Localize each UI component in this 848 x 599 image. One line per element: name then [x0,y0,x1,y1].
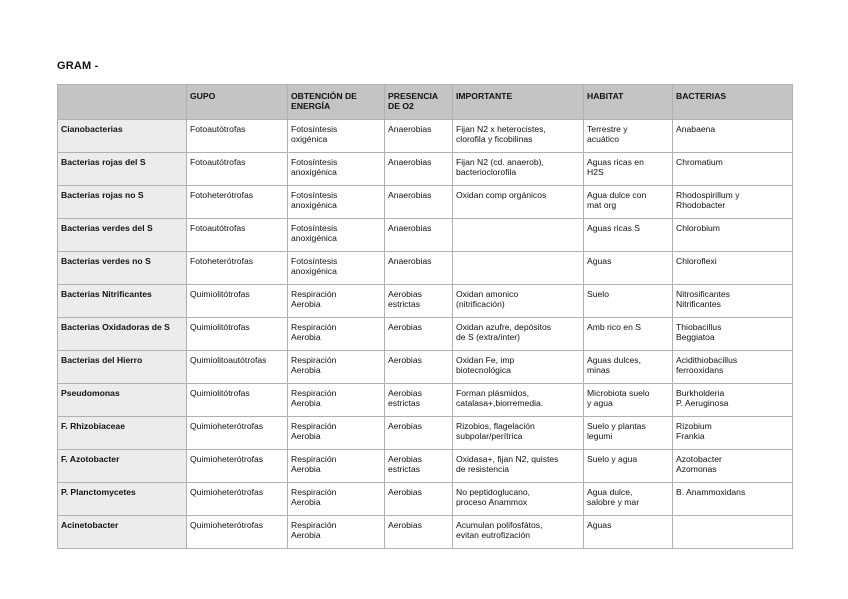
cell-text: Respiración Aerobia [291,388,337,409]
table-cell-row-label [58,516,187,549]
table-cell-row-label [58,252,187,285]
table-body [58,120,793,549]
table-row [58,285,793,318]
table-row [58,219,793,252]
document-title: GRAM - [57,60,99,72]
table-cell-group [187,384,288,417]
table-cell-oxygen [385,252,453,285]
cell-text: Aerobias [388,322,422,332]
cell-text: Fotosíntesis anoxigénica [291,157,338,178]
cell-text: Respiración Aerobia [291,421,337,442]
cell-text: Aerobias [388,355,422,365]
cell-text: Bacterias verdes del S [61,223,153,233]
table-cell-energy [288,384,385,417]
cell-text: Respiración Aerobia [291,487,337,508]
table-cell-habitat [584,120,673,153]
cell-text: Quimioheterótrofas [190,421,264,431]
cell-text: Acinetobacter [61,520,119,530]
table-cell-habitat [584,186,673,219]
table-cell-habitat [584,252,673,285]
column-header-label: IMPORTANTE [456,91,513,101]
cell-text: Rizobios, flagelación subpolar/perítrica [456,421,535,442]
cell-text: Fijan N2 x heterocistes, clorofila y ficobilinas [456,124,546,145]
table-cell-bacteria [673,384,793,417]
table-cell-energy [288,186,385,219]
table-cell-group [187,483,288,516]
table-cell-oxygen [385,318,453,351]
table-cell-important [453,153,584,186]
column-header-label: BACTERIAS [676,91,727,101]
cell-text: Rizobium Frankia [676,421,712,442]
cell-text: Quimiolitótrofas [190,388,250,398]
table-cell-important [453,483,584,516]
cell-text: Acidithiobacillus ferrooxidans [676,355,738,376]
cell-text: Fotosíntesis oxigénica [291,124,338,145]
table-cell-important [453,120,584,153]
table-header-row [58,85,793,120]
column-header-important [453,85,584,120]
cell-text: Bacterias Nitrificantes [61,289,152,299]
cell-text: Respiración Aerobia [291,322,337,343]
cell-text: Aerobias estrictas [388,388,422,409]
cell-text: Respiración Aerobia [291,454,337,475]
table-cell-oxygen [385,219,453,252]
cell-text: Aerobias estrictas [388,289,422,310]
table-cell-important [453,318,584,351]
table-cell-important [453,351,584,384]
cell-text: Fotoautótrofas [190,157,246,167]
table-cell-oxygen [385,120,453,153]
table-cell-bacteria [673,483,793,516]
table-cell-habitat [584,318,673,351]
cell-text: Anaerobias [388,157,432,167]
cell-text: Oxidan Fe, imp biotecnológica [456,355,515,376]
cell-text: Terrestre y acuático [587,124,628,145]
table-cell-habitat [584,450,673,483]
table-cell-oxygen [385,153,453,186]
cell-text: Oxidan azufre, depósitos de S (extra/inter) [456,322,552,343]
cell-text: No peptidoglucano, proceso Anammox [456,487,531,508]
table-cell-bacteria [673,516,793,549]
table-cell-energy [288,417,385,450]
column-header-group [187,85,288,120]
table-cell-important [453,384,584,417]
table-cell-energy [288,516,385,549]
table-cell-row-label [58,186,187,219]
table-cell-important [453,516,584,549]
cell-text: Bacterias del Hierro [61,355,143,365]
cell-text: Thiobacillus Beggiatoa [676,322,722,343]
cell-text: Fotosíntesis anoxigénica [291,256,338,277]
column-header-oxygen [385,85,453,120]
table-row [58,252,793,285]
table-cell-bacteria [673,417,793,450]
cell-text: Burkholderia P. Aeruginosa [676,388,729,409]
cell-text: Suelo y agua [587,454,638,464]
cell-text: Oxidan amonico (nitrificación) [456,289,519,310]
table-cell-habitat [584,351,673,384]
table-row [58,450,793,483]
table-cell-row-label [58,483,187,516]
table-cell-energy [288,450,385,483]
table-cell-group [187,153,288,186]
table-cell-oxygen [385,186,453,219]
table-cell-energy [288,153,385,186]
cell-text: Agua dulce con mat org [587,190,647,211]
table-cell-row-label [58,417,187,450]
table-cell-group [187,318,288,351]
table-row [58,384,793,417]
table-cell-oxygen [385,483,453,516]
table-cell-oxygen [385,450,453,483]
table-cell-bacteria [673,252,793,285]
table-cell-row-label [58,153,187,186]
cell-text: Rhodospirillum y Rhodobacter [676,190,740,211]
table-cell-important [453,417,584,450]
cell-text: Fotoautótrofas [190,223,246,233]
table-cell-group [187,186,288,219]
table-cell-habitat [584,285,673,318]
table-row [58,120,793,153]
cell-text: B. Anammoxidans [676,487,746,497]
table-cell-habitat [584,384,673,417]
table-cell-oxygen [385,384,453,417]
cell-text: Fotoheterótrofas [190,256,254,266]
cell-text: Aguas [587,520,612,530]
table-cell-energy [288,120,385,153]
cell-text: Anaerobias [388,190,432,200]
column-header-bacteria [673,85,793,120]
column-header-row-label [58,85,187,120]
table-cell-group [187,351,288,384]
table-cell-bacteria [673,450,793,483]
cell-text: Quimioheterótrofas [190,454,264,464]
cell-text: Bacterias rojas no S [61,190,144,200]
table-cell-habitat [584,153,673,186]
table-cell-row-label [58,384,187,417]
cell-text: Nitrosificantes Nitrificantes [676,289,730,310]
table-cell-bacteria [673,120,793,153]
table-cell-oxygen [385,351,453,384]
table-row [58,318,793,351]
cell-text: Agua dulce, salobre y mar [587,487,640,508]
table-cell-group [187,450,288,483]
table-cell-bacteria [673,153,793,186]
table-cell-important [453,252,584,285]
table-cell-row-label [58,285,187,318]
table-cell-oxygen [385,516,453,549]
table-row [58,351,793,384]
table-cell-bacteria [673,219,793,252]
cell-text: Pseudomonas [61,388,120,398]
cell-text: Fijan N2 (cd. anaerob), bacterioclorofila [456,157,544,178]
table-cell-row-label [58,450,187,483]
cell-text: Aerobias estrictas [388,454,422,475]
cell-text: Quimioheterótrofas [190,520,264,530]
table-cell-bacteria [673,351,793,384]
table-cell-habitat [584,516,673,549]
table-row [58,483,793,516]
cell-text: Chloroflexi [676,256,717,266]
cell-text: Respiración Aerobia [291,355,337,376]
table-row [58,186,793,219]
cell-text: Quimioheterótrofas [190,487,264,497]
cell-text: Oxidasa+, fijan N2, quistes de resistencia [456,454,559,475]
cell-text: Amb rico en S [587,322,641,332]
cell-text: Aerobias [388,421,422,431]
cell-text: Chromatium [676,157,723,167]
table-cell-important [453,450,584,483]
table-cell-row-label [58,351,187,384]
cell-text: Aerobias [388,487,422,497]
bacteria-table [57,84,793,549]
column-header-habitat [584,85,673,120]
cell-text: Fotoheterótrofas [190,190,254,200]
table-cell-energy [288,285,385,318]
cell-text: Bacterias rojas del S [61,157,146,167]
cell-text: Forman plásmidos, catalasa+,biorremedia. [456,388,544,409]
table-cell-energy [288,351,385,384]
table-cell-group [187,120,288,153]
cell-text: Azotobacter Azomonas [676,454,722,475]
cell-text: Acumulan polifosfátos, evitan eutrofización [456,520,543,541]
cell-text: Respiración Aerobia [291,289,337,310]
table-cell-group [187,285,288,318]
cell-text: Chlorobium [676,223,720,233]
cell-text: Anaerobias [388,223,432,233]
cell-text: F. Rhizobiaceae [61,421,125,431]
column-header-label: GUPO [190,91,216,101]
table-cell-bacteria [673,285,793,318]
table-cell-important [453,285,584,318]
table-cell-important [453,186,584,219]
table-cell-group [187,219,288,252]
table-row [58,516,793,549]
cell-text: Fotosíntesis anoxigénica [291,223,338,244]
table-cell-group [187,252,288,285]
cell-text: Fotoautótrofas [190,124,246,134]
table-cell-group [187,417,288,450]
cell-text: Anabaena [676,124,716,134]
table-cell-habitat [584,483,673,516]
table-cell-energy [288,252,385,285]
column-header-label: PRESENCIA DE O2 [388,91,438,112]
cell-text: Respiración Aerobia [291,520,337,541]
table-cell-group [187,516,288,549]
cell-text: Suelo y plantas legumi [587,421,646,442]
table-cell-row-label [58,120,187,153]
cell-text: Microbiota suelo y agua [587,388,650,409]
table-cell-bacteria [673,186,793,219]
cell-text: Fotosíntesis anoxigénica [291,190,338,211]
cell-text: Aguas ricas en H2S [587,157,644,178]
cell-text: Aerobias [388,520,422,530]
cell-text: Quimiolitoautótrofas [190,355,267,365]
cell-text: Oxidan comp orgánicos [456,190,547,200]
table-cell-oxygen [385,285,453,318]
column-header-label: HABITAT [587,91,624,101]
cell-text: Quimiolitótrofas [190,322,250,332]
table-cell-row-label [58,318,187,351]
table-cell-energy [288,318,385,351]
table-cell-row-label [58,219,187,252]
column-header-energy [288,85,385,120]
cell-text: Aguas [587,256,612,266]
cell-text: Aguas dulces, minas [587,355,641,376]
column-header-label: OBTENCIÓN DE ENERGÍA [291,91,357,112]
cell-text: F. Azotobacter [61,454,120,464]
cell-text: Bacterias verdes no S [61,256,151,266]
table-cell-oxygen [385,417,453,450]
cell-text: Quimiolitótrofas [190,289,250,299]
table-cell-energy [288,219,385,252]
cell-text: Anaerobias [388,256,432,266]
table-cell-habitat [584,219,673,252]
cell-text: Aguas ricas S [587,223,641,233]
table-row [58,153,793,186]
cell-text: Bacterias Oxidadoras de S [61,322,170,332]
table-row [58,417,793,450]
cell-text: Suelo [587,289,609,299]
table-cell-energy [288,483,385,516]
cell-text: Anaerobias [388,124,432,134]
table-cell-important [453,219,584,252]
table-cell-habitat [584,417,673,450]
cell-text: P. Planctomycetes [61,487,136,497]
cell-text: Cianobacterias [61,124,123,134]
table-cell-bacteria [673,318,793,351]
